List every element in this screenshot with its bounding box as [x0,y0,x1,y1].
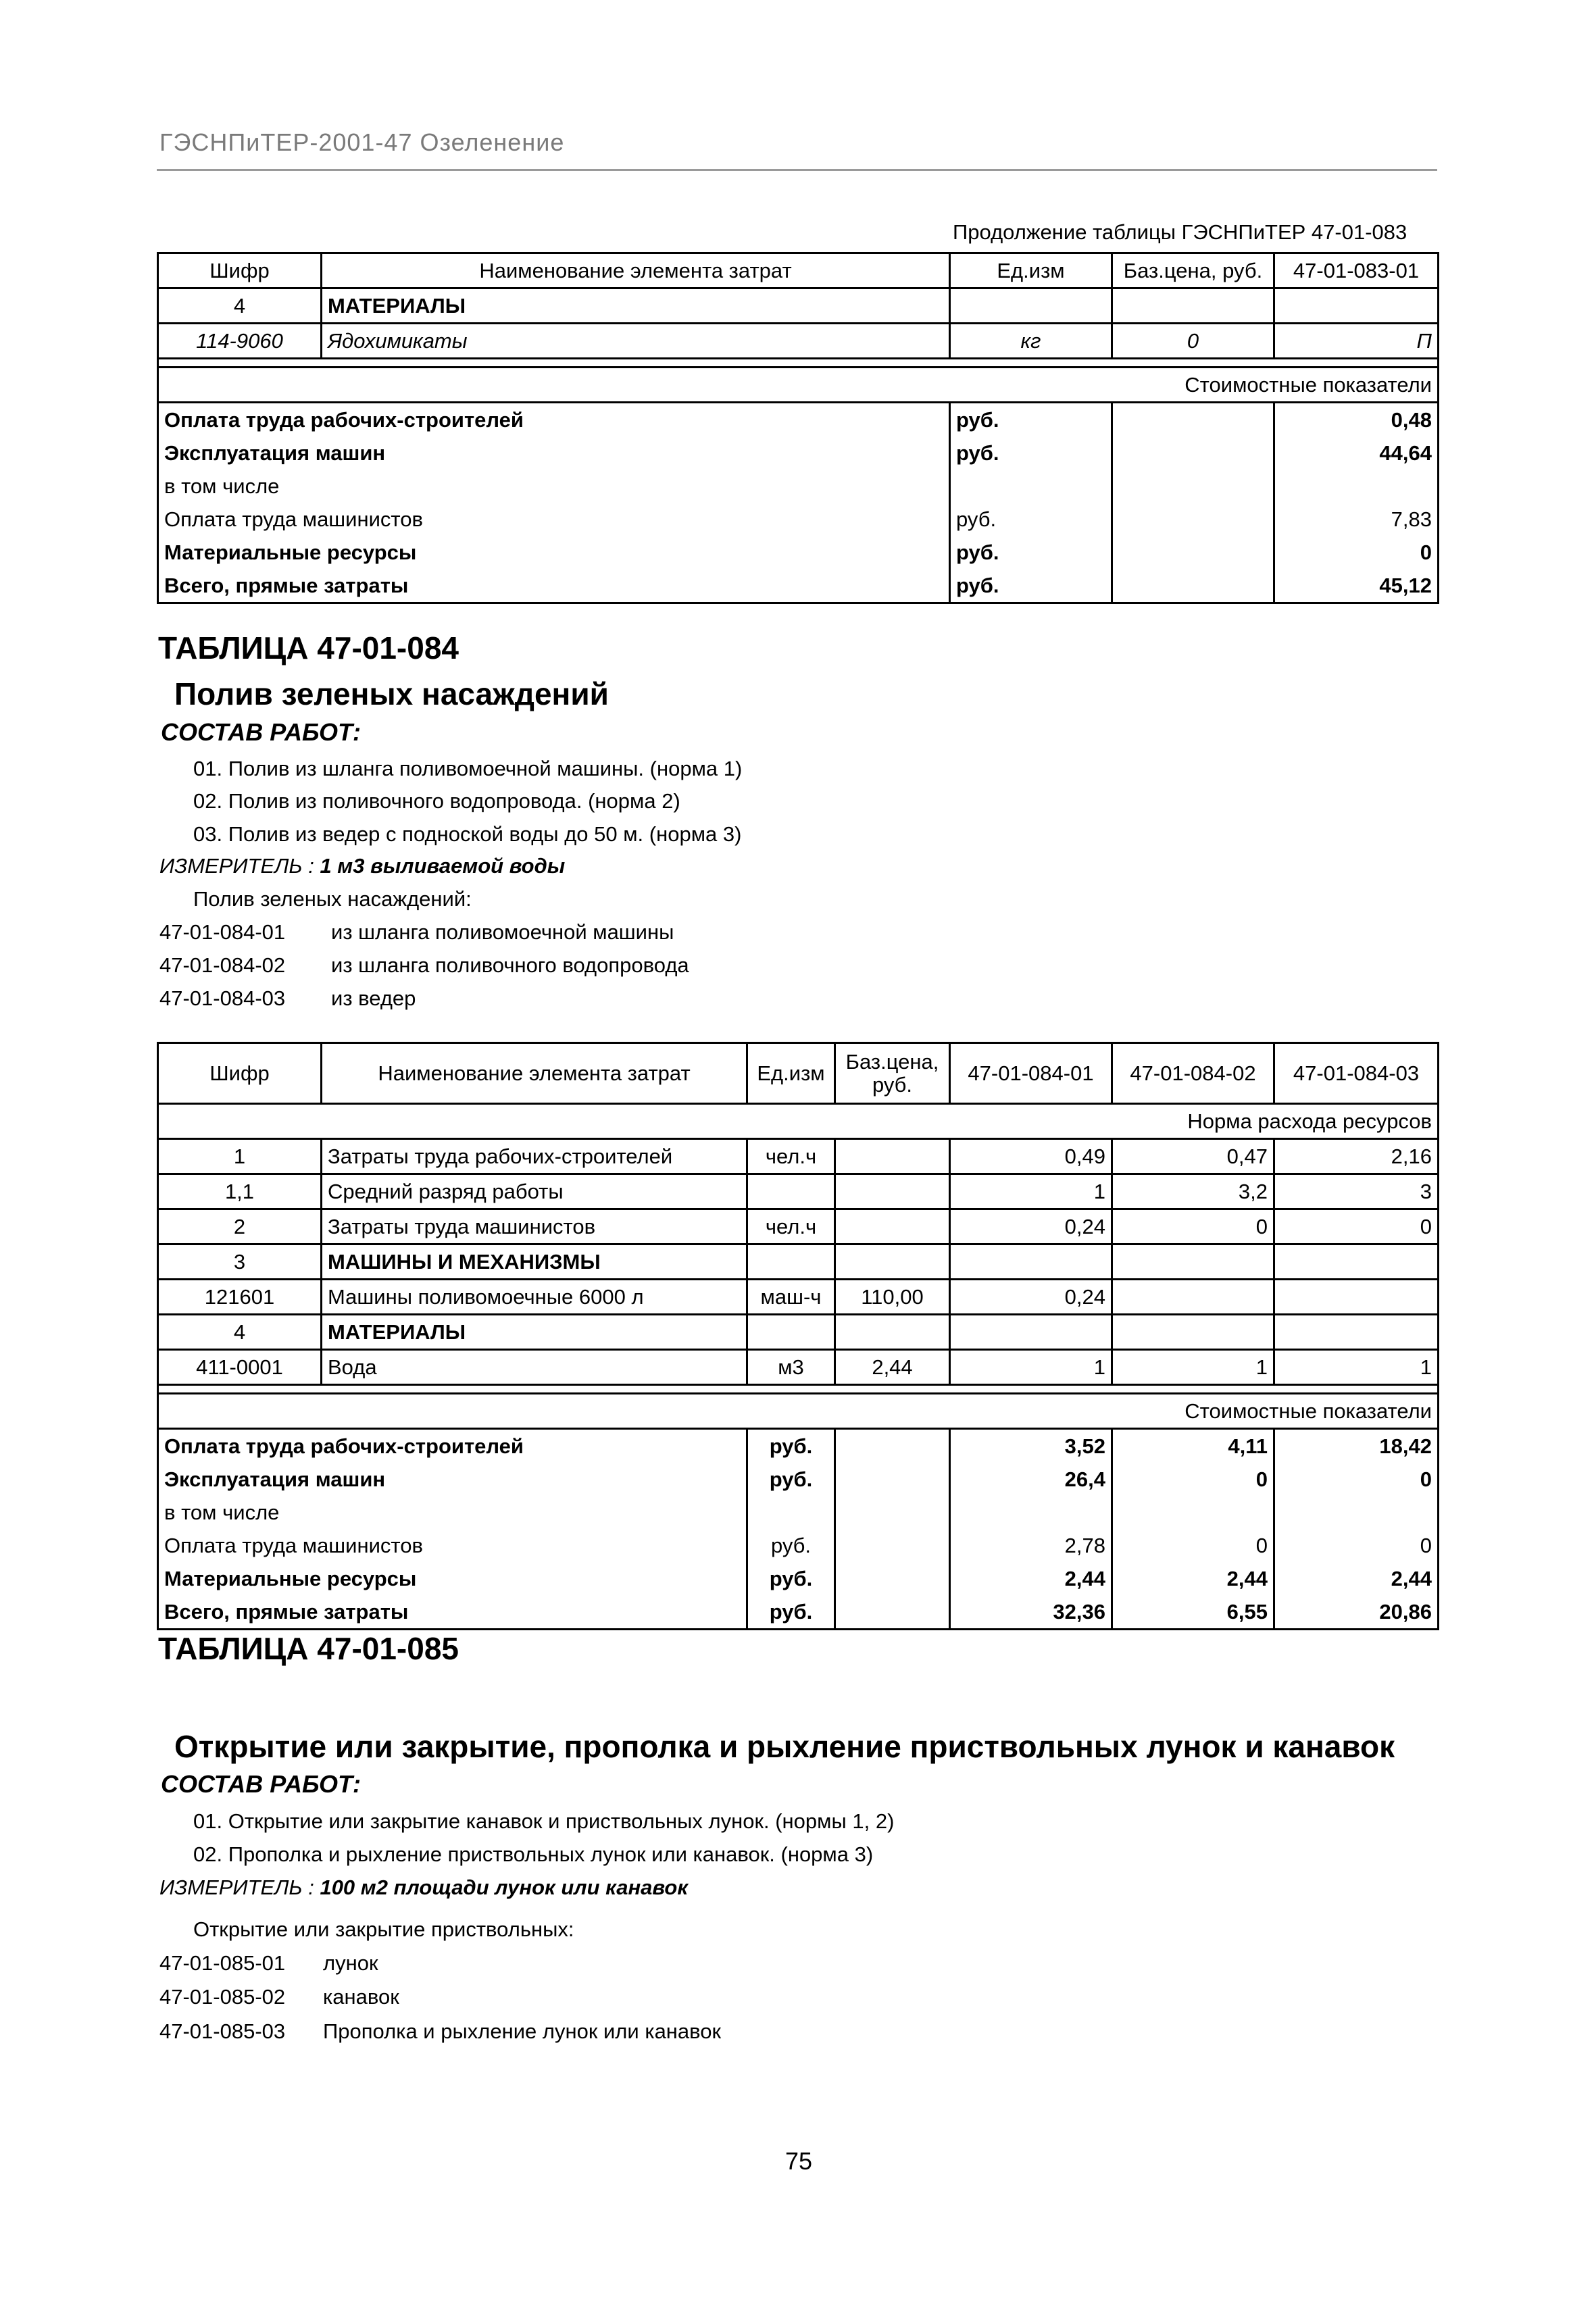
table-row [158,1244,1439,1280]
cost-price [835,1463,950,1496]
cost-value [1112,1496,1274,1529]
running-head: ГЭСНПиТЕР-2001-47 Озеленение [159,128,565,156]
cost-name: Материальные ресурсы [158,1562,747,1595]
cell-unit [747,1244,835,1280]
cell-code: 114-9060 [158,324,322,359]
cost-price [835,1429,950,1463]
cell-value [950,1315,1112,1350]
cost-value: 0 [1274,536,1439,569]
table-row [158,1139,1439,1174]
cell-unit [747,1315,835,1350]
cost-name: Эксплуатация машин [158,1463,747,1496]
cell-name: Машины поливомоечные 6000 л [322,1280,747,1315]
measure-label: ИЗМЕРИТЕЛЬ : [159,854,314,878]
col-header-norm-01: 47-01-084-01 [950,1043,1112,1104]
cost-price [1112,403,1274,437]
cost-price [835,1529,950,1562]
cell-unit [747,1174,835,1209]
cost-price [1112,436,1274,470]
table-row [158,1174,1439,1209]
cost-price [1112,536,1274,569]
cell-value: 1 [1274,1350,1439,1385]
cost-row [158,1496,1439,1529]
cell-unit: маш-ч [747,1280,835,1315]
cell-name: Затраты труда машинистов [322,1209,747,1244]
cell-value [1274,288,1439,324]
work-item: 01. Полив из шланга поливомоечной машины. (норма 1) [193,757,743,780]
cost-value: 0,48 [1274,403,1439,437]
table-row [158,1350,1439,1385]
cost-unit: руб. [747,1529,835,1562]
cell-value: П [1274,324,1439,359]
table-row [158,324,1439,359]
cell-value: 1 [950,1350,1112,1385]
cost-indicators-label: Стоимостные показатели [158,1394,1439,1429]
cell-unit: м3 [747,1350,835,1385]
cost-row [158,1595,1439,1630]
cost-unit: руб. [747,1595,835,1630]
norm-code: 47-01-085-02 [159,1985,286,2009]
cost-value: 32,36 [950,1595,1112,1630]
cell-price: 0 [1112,324,1274,359]
cell-unit: чел.ч [747,1209,835,1244]
table-084-name: Полив зеленых насаждений [174,676,609,711]
cell-value: 0,47 [1112,1139,1274,1174]
cell-name: Вода [322,1350,747,1385]
cost-price [1112,503,1274,536]
cell-price [835,1244,950,1280]
cell-value: 2,16 [1274,1139,1439,1174]
cost-name: в том числе [158,470,950,503]
norm-description: лунок [323,1951,378,1975]
cost-unit: руб. [950,436,1112,470]
cell-unit: кг [950,324,1112,359]
cell-value: 0,24 [950,1209,1112,1244]
norm-code: 47-01-084-03 [159,986,286,1010]
norm-description: из шланга поливочного водопровода [331,953,689,977]
norm-code: 47-01-084-01 [159,920,286,944]
header-rule [157,169,1437,171]
cell-value [1274,1280,1439,1315]
cell-value [1112,1280,1274,1315]
cost-name: Всего, прямые затраты [158,1595,747,1630]
work-item: 01. Открытие или закрытие канавок и приствольных лунок. (нормы 1, 2) [193,1809,895,1833]
cost-price [1112,569,1274,603]
cost-value: 26,4 [950,1463,1112,1496]
cell-name: МАТЕРИАЛЫ [322,1315,747,1350]
cost-row [158,536,1439,569]
cost-value: 3,52 [950,1429,1112,1463]
cost-row [158,1463,1439,1496]
cell-value [1112,1244,1274,1280]
col-header-code: Шифр [158,1043,322,1104]
cost-name: Всего, прямые затраты [158,569,950,603]
codes-intro: Полив зеленых насаждений: [193,887,472,911]
cell-value: 3 [1274,1174,1439,1209]
cost-unit: руб. [950,403,1112,437]
cost-value: 44,64 [1274,436,1439,470]
table-row [158,288,1439,324]
cell-price [835,1209,950,1244]
table-row [158,1315,1439,1350]
cell-unit [950,288,1112,324]
cell-code: 1,1 [158,1174,322,1209]
table-spacer [158,1385,1439,1394]
cost-row [158,403,1439,437]
cost-price [1112,470,1274,503]
cost-value: 2,44 [950,1562,1112,1595]
cost-price [835,1496,950,1529]
cell-name: Затраты труда рабочих-строителей [322,1139,747,1174]
table-084-title: ТАБЛИЦА 47-01-084 [158,630,459,665]
cell-price [835,1174,950,1209]
cost-row [158,503,1439,536]
cost-label-row [158,1394,1439,1429]
cell-value: 0,49 [950,1139,1112,1174]
cost-value [1274,1496,1439,1529]
cell-unit: чел.ч [747,1139,835,1174]
cell-name: Средний разряд работы [322,1174,747,1209]
cell-value: 3,2 [1112,1174,1274,1209]
table-084 [157,1042,1439,1630]
cost-price [835,1595,950,1630]
work-item: 03. Полив из ведер с подноской воды до 50 м. (норма 3) [193,822,742,846]
cost-value: 2,44 [1112,1562,1274,1595]
norm-description: из шланга поливомоечной машины [331,920,674,944]
cost-unit: руб. [747,1463,835,1496]
cell-code: 2 [158,1209,322,1244]
codes-intro: Открытие или закрытие приствольных: [193,1917,574,1941]
cost-row [158,436,1439,470]
cost-label-row [158,368,1439,403]
cell-code: 4 [158,1315,322,1350]
cell-value: 1 [1112,1350,1274,1385]
work-composition-heading: СОСТАВ РАБОТ: [161,718,361,746]
cell-value [1274,1244,1439,1280]
norm-code: 47-01-085-03 [159,2019,286,2043]
norm-code: 47-01-085-01 [159,1951,286,1975]
cell-price: 2,44 [835,1350,950,1385]
work-item: 02. Прополка и рыхление приствольных лунок или канавок. (норма 3) [193,1842,874,1866]
cell-code: 1 [158,1139,322,1174]
cell-code: 3 [158,1244,322,1280]
cost-value: 6,55 [1112,1595,1274,1630]
cell-price [835,1139,950,1174]
cost-value: 18,42 [1274,1429,1439,1463]
col-header-price: Баз.цена, руб. [835,1043,950,1104]
cost-unit [950,470,1112,503]
measure-line [159,1876,688,1900]
cost-name: Оплата труда машинистов [158,503,950,536]
cost-value: 0 [1274,1463,1439,1496]
cost-name: Эксплуатация машин [158,436,950,470]
work-composition-heading: СОСТАВ РАБОТ: [161,1770,361,1798]
cost-unit: руб. [747,1429,835,1463]
norm-description: Прополка и рыхление лунок или канавок [323,2019,722,2043]
cell-value [950,1244,1112,1280]
table-083 [157,252,1439,604]
cell-name: Ядохимикаты [322,324,950,359]
table-083-continuation-caption: Продолжение таблицы ГЭСНПиТЕР 47-01-083 [953,220,1407,244]
cell-value: 1 [950,1174,1112,1209]
page-number: 75 [785,2147,813,2175]
cost-value: 45,12 [1274,569,1439,603]
cell-code: 411-0001 [158,1350,322,1385]
norm-description: из ведер [331,986,416,1010]
cost-name: Материальные ресурсы [158,536,950,569]
cell-code: 121601 [158,1280,322,1315]
cost-unit: руб. [950,569,1112,603]
cost-name: Оплата труда рабочих-строителей [158,403,950,437]
cost-row [158,569,1439,603]
cost-value: 20,86 [1274,1595,1439,1630]
cost-value [950,1496,1112,1529]
measure-value: 1 м3 выливаемой воды [320,854,566,878]
norm-code: 47-01-084-02 [159,953,286,977]
cost-value: 2,44 [1274,1562,1439,1595]
measure-line [159,854,565,878]
col-header-norm-01: 47-01-083-01 [1274,253,1439,288]
cell-price [1112,288,1274,324]
cost-unit: руб. [950,536,1112,569]
col-header-norm-03: 47-01-084-03 [1274,1043,1439,1104]
cell-value: 0 [1112,1209,1274,1244]
table-spacer [158,359,1439,368]
col-header-name: Наименование элемента затрат [322,1043,747,1104]
cell-price: 110,00 [835,1280,950,1315]
table-row [158,1280,1439,1315]
cell-name: МАТЕРИАЛЫ [322,288,950,324]
cost-row [158,1562,1439,1595]
cost-value: 7,83 [1274,503,1439,536]
cell-name: МАШИНЫ И МЕХАНИЗМЫ [322,1244,747,1280]
cell-value [1274,1315,1439,1350]
measure-value: 100 м2 площади лунок или канавок [320,1876,689,1899]
cost-value: 0 [1112,1529,1274,1562]
cost-unit [747,1496,835,1529]
cost-value: 4,11 [1112,1429,1274,1463]
work-item: 02. Полив из поливочного водопровода. (норма 2) [193,789,680,813]
col-header-name: Наименование элемента затрат [322,253,950,288]
col-header-unit: Ед.изм [747,1043,835,1104]
cost-indicators-label: Стоимостные показатели [158,368,1439,403]
table-header-row [158,253,1439,288]
table-header-row [158,1043,1439,1104]
cost-unit: руб. [950,503,1112,536]
table-085-name: Открытие или закрытие, прополка и рыхление приствольных лунок и канавок [174,1729,1395,1764]
cost-name: Оплата труда машинистов [158,1529,747,1562]
cell-code: 4 [158,288,322,324]
cost-price [835,1562,950,1595]
col-header-unit: Ед.изм [950,253,1112,288]
table-085-title: ТАБЛИЦА 47-01-085 [158,1631,459,1666]
table-row [158,1209,1439,1244]
col-header-norm-02: 47-01-084-02 [1112,1043,1274,1104]
norm-description: канавок [323,1985,399,2009]
cost-name: Оплата труда рабочих-строителей [158,1429,747,1463]
cell-price [835,1315,950,1350]
cost-row [158,1429,1439,1463]
cell-value [1112,1315,1274,1350]
cell-value: 0,24 [950,1280,1112,1315]
cost-value: 0 [1274,1529,1439,1562]
norm-label: Норма расхода ресурсов [158,1104,1439,1139]
cost-name: в том числе [158,1496,747,1529]
cost-unit: руб. [747,1562,835,1595]
cost-row [158,470,1439,503]
cost-value [1274,470,1439,503]
norm-label-row [158,1104,1439,1139]
col-header-price: Баз.цена, руб. [1112,253,1274,288]
cost-value: 0 [1112,1463,1274,1496]
measure-label: ИЗМЕРИТЕЛЬ : [159,1876,314,1899]
cost-value: 2,78 [950,1529,1112,1562]
cell-value: 0 [1274,1209,1439,1244]
cost-row [158,1529,1439,1562]
col-header-code: Шифр [158,253,322,288]
